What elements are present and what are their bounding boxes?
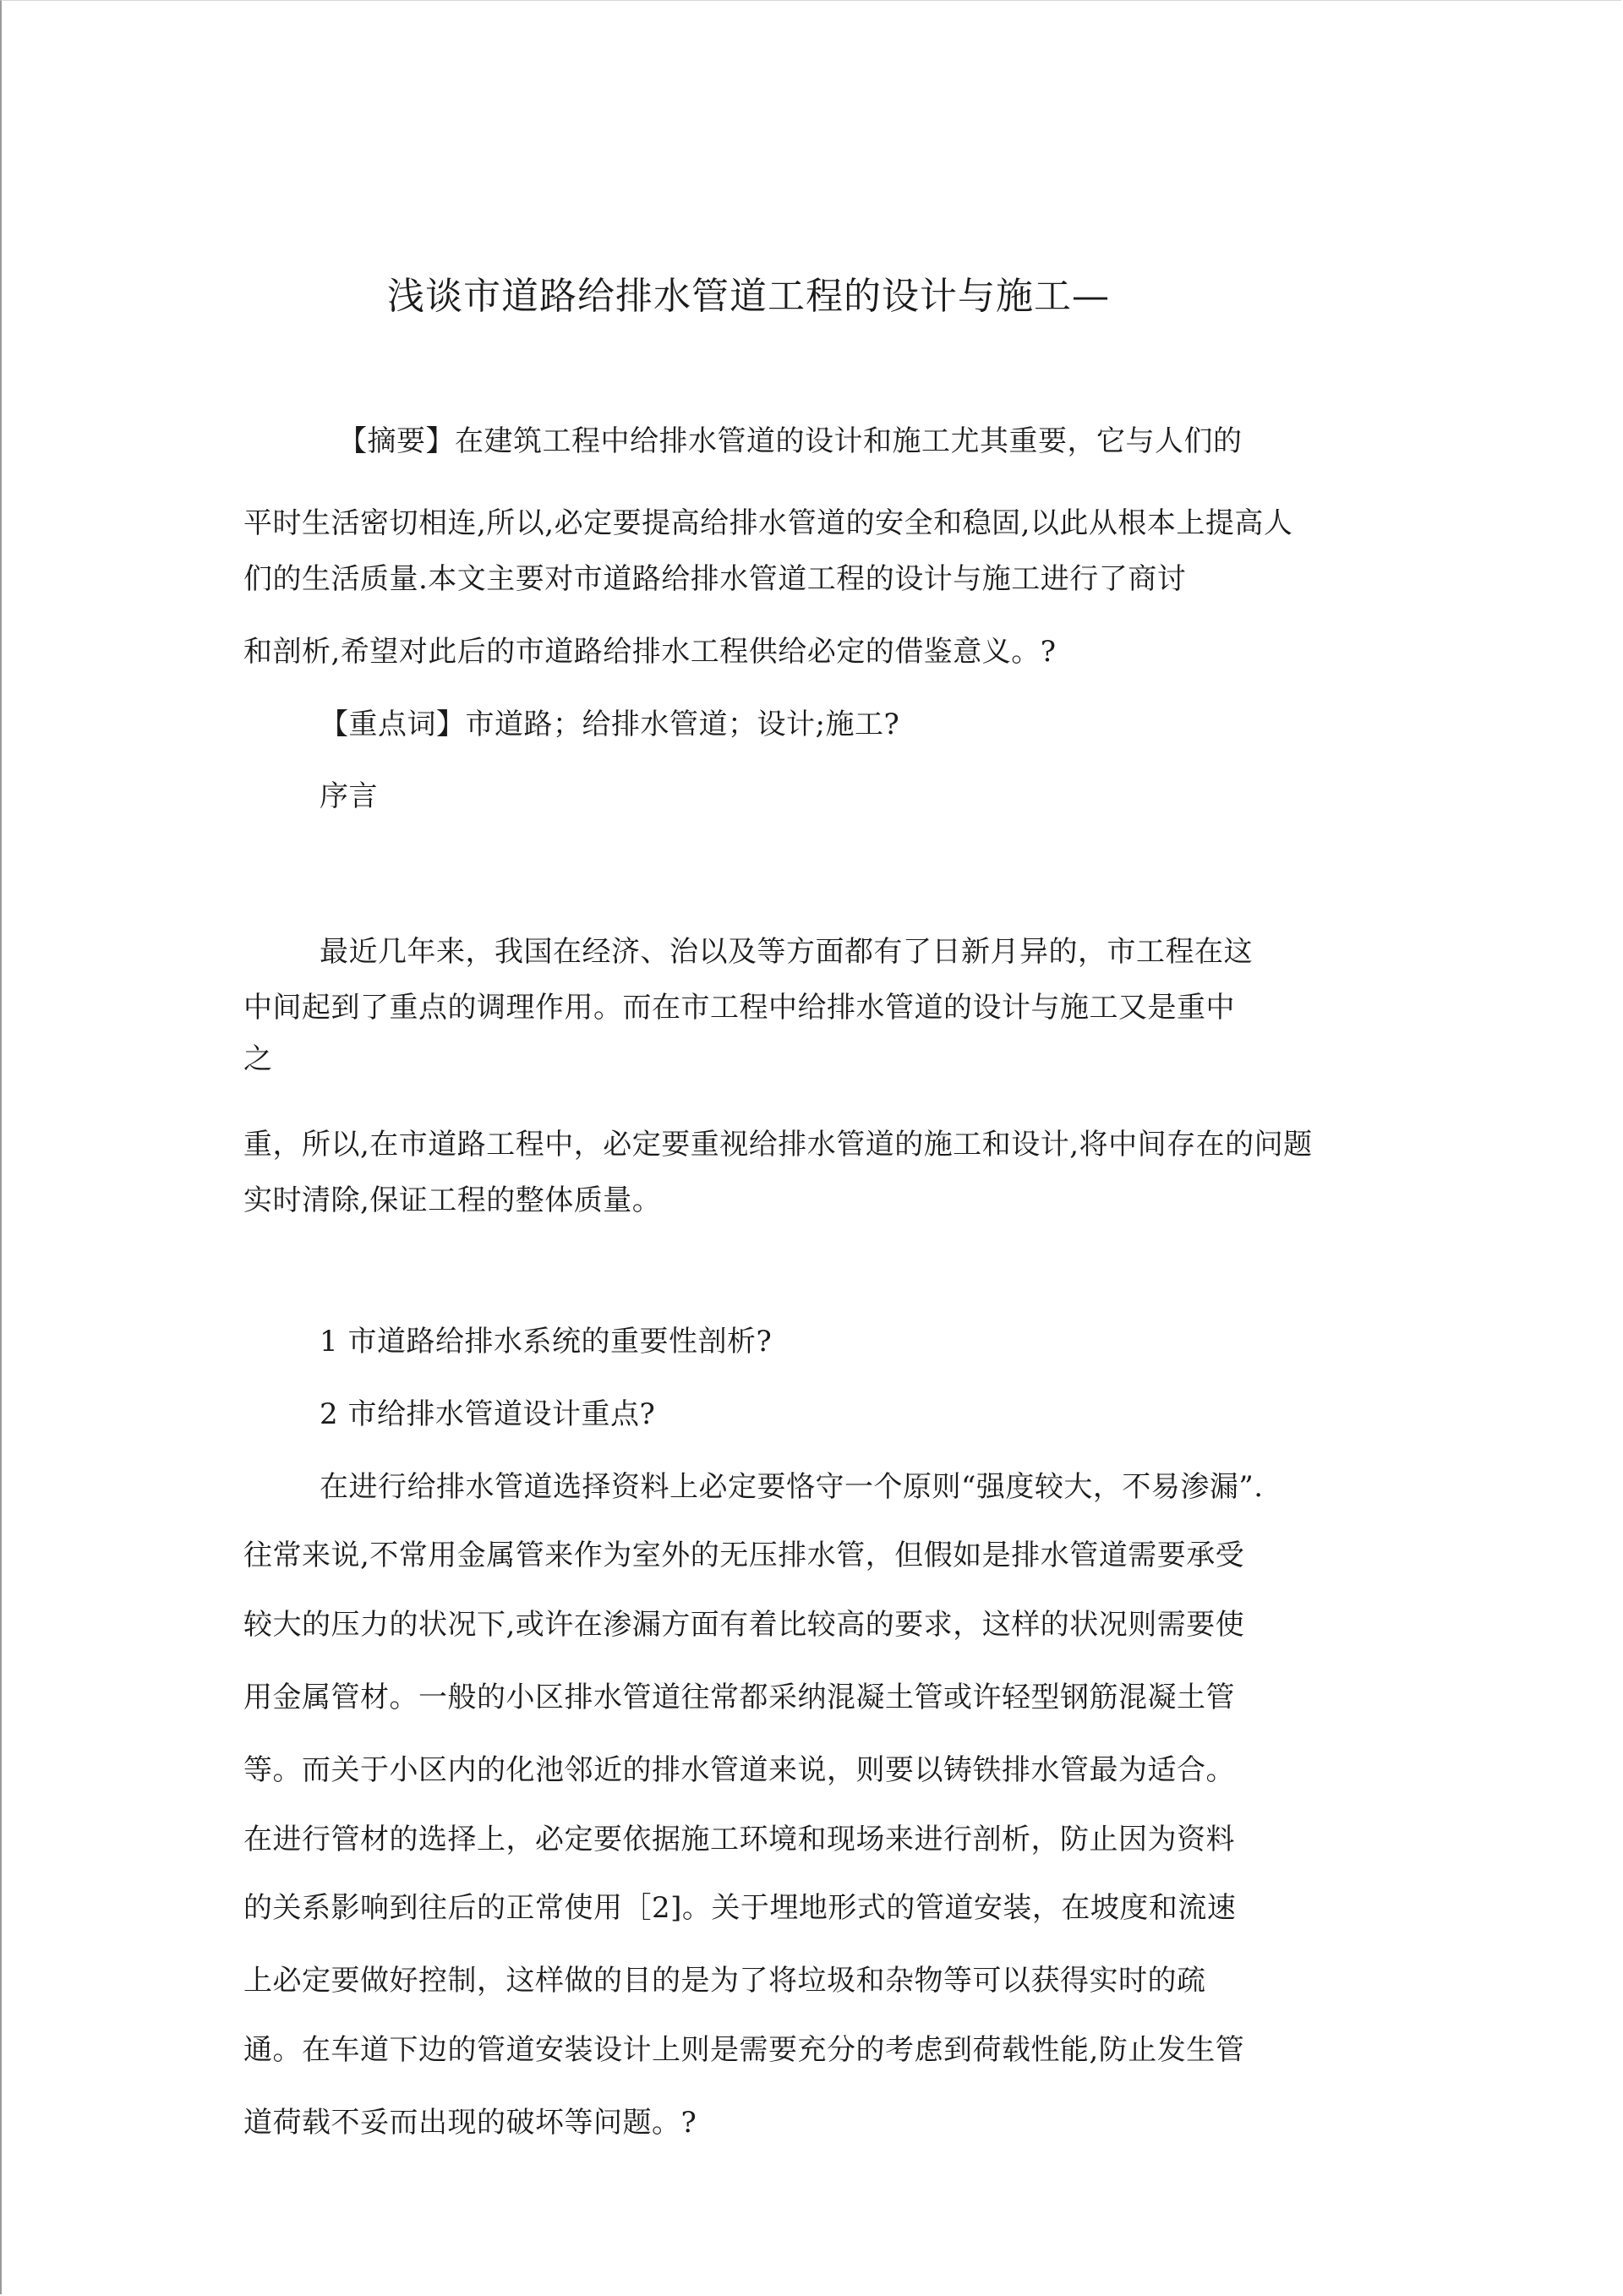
abstract-line: 和剖析,希望对此后的市道路给排水工程供给必定的借鉴意义。?	[243, 635, 1057, 669]
section2-line: 通。在车道下边的管道安装设计上则是需要充分的考虑到荷载性能,防止发生管	[243, 2033, 1245, 2067]
section2-line: 的关系影响到往后的正常使用［2]。关于埋地形式的管道安装，在坡度和流速	[243, 1891, 1237, 1925]
preface-heading: 序言	[320, 779, 378, 813]
section2-line: 较大的压力的状况下,或许在渗漏方面有着比较高的要求，这样的状况则需要使	[243, 1608, 1245, 1642]
preface-line: 重，所以,在市道路工程中，必定要重视给排水管道的施工和设计,将中间存在的问题	[243, 1128, 1313, 1162]
section-heading-2: 2 市给排水管道设计重点?	[320, 1397, 656, 1431]
preface-line: 最近几年来，我国在经济、治以及等方面都有了日新月异的，市工程在这	[320, 935, 1253, 969]
section2-line: 用金属管材。一般的小区排水管道往常都采纳混凝土管或许轻型钢筋混凝土管	[243, 1681, 1235, 1714]
section2-line: 往常来说,不常用金属管来作为室外的无压排水管，但假如是排水管道需要承受	[243, 1539, 1245, 1572]
section2-line: 上必定要做好控制，这样做的目的是为了将垃圾和杂物等可以获得实时的疏	[243, 1964, 1206, 1998]
preface-line: 中间起到了重点的调理作用。而在市工程中给排水管道的设计与施工又是重中	[243, 991, 1235, 1025]
abstract-line: 们的生活质量.本文主要对市道路给排水管道工程的设计与施工进行了商讨	[243, 562, 1187, 596]
abstract-line: 平时生活密切相连,所以,必定要提高给排水管道的安全和稳固,以此从根本上提高人	[243, 506, 1293, 540]
keywords: 【重点词】市道路；给排水管道；设计;施工?	[320, 708, 900, 741]
section-heading-1: 1 市道路给排水系统的重要性剖析?	[320, 1325, 773, 1358]
preface-line: 之	[243, 1042, 273, 1076]
section2-line: 道荷载不妥而出现的破坏等问题。?	[243, 2106, 697, 2140]
section2-line: 在进行给排水管道选择资料上必定要恪守一个原则“强度较大，不易渗漏”.	[320, 1470, 1264, 1504]
document-title: 浅谈市道路给排水管道工程的设计与施工—	[387, 275, 1110, 318]
section2-line: 在进行管材的选择上，必定要依据施工环境和现场来进行剖析，防止因为资料	[243, 1823, 1235, 1856]
section2-line: 等。而关于小区内的化池邻近的排水管道来说，则要以铸铁排水管最为适合。	[243, 1753, 1235, 1787]
abstract-line: 【摘要】在建筑工程中给排水管道的设计和施工尤其重要，它与人们的	[338, 424, 1243, 458]
preface-line: 实时清除,保证工程的整体质量。	[243, 1184, 662, 1217]
